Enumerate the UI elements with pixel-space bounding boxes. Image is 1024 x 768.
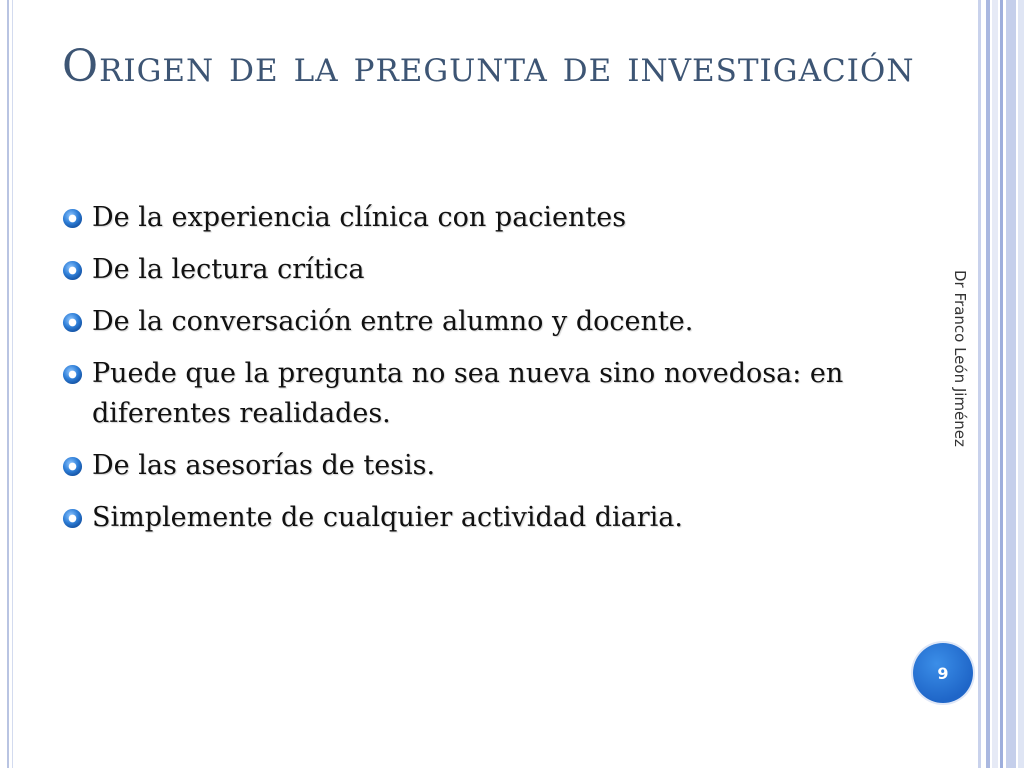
bullet-item [62, 446, 922, 486]
bullet-text: Puede que la pregunta no sea nueva sino novedosa: en diferentes realidades. [92, 358, 844, 429]
blue-orb-bullet-icon [62, 508, 83, 529]
stripe [1006, 0, 1016, 768]
bullet-text: Simplemente de cualquier actividad diaria. [92, 502, 683, 533]
bullet-item [62, 250, 922, 290]
blue-orb-bullet-icon [62, 260, 83, 281]
bullet-item [62, 354, 922, 434]
left-border-line-thin [12, 0, 13, 768]
footer-author: Dr Franco León Jiménez [951, 270, 969, 447]
left-border-line [7, 0, 9, 768]
bullet-text: De la experiencia clínica con pacientes [92, 202, 627, 233]
page-number: 9 [937, 663, 949, 683]
stripe [1000, 0, 1003, 768]
stripe [992, 0, 998, 768]
bullet-item [62, 198, 922, 238]
bullet-text: De la lectura crítica [92, 254, 365, 285]
blue-orb-bullet-icon [62, 208, 83, 229]
bullet-item [62, 498, 922, 538]
bullet-list [62, 198, 922, 550]
stripe [1018, 0, 1024, 768]
page-number-badge [913, 643, 973, 703]
bullet-text: De las asesorías de tesis. [92, 450, 436, 481]
bullet-item [62, 302, 922, 342]
blue-orb-bullet-icon [62, 456, 83, 477]
blue-orb-bullet-icon [62, 364, 83, 385]
slide-title: Origen de la pregunta de investigación [62, 41, 915, 92]
blue-orb-bullet-icon [62, 312, 83, 333]
bullet-text: De la conversación entre alumno y docente. [92, 306, 694, 337]
